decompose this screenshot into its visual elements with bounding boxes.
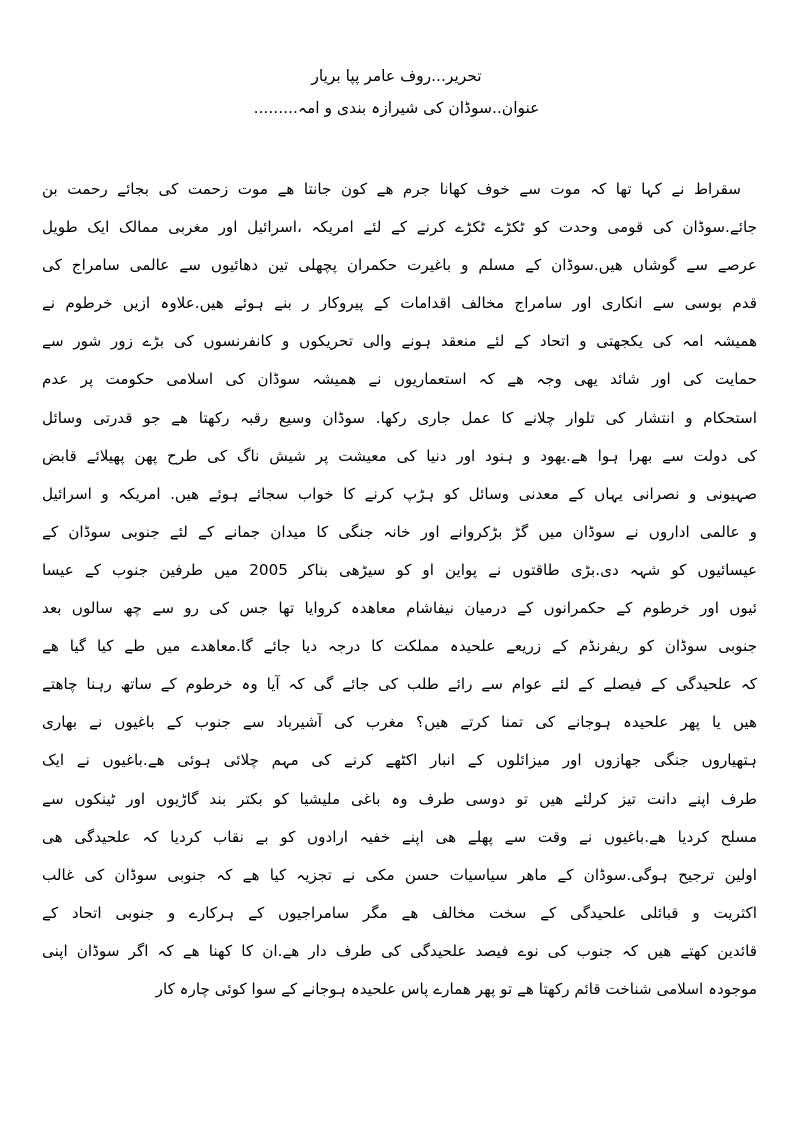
body-line: استحکام و انتشار کی تلوار چلانے کا عمل جاری رکھا. سوڈان وسیع رقبہ رکھتا ھے جو قدرتی وسائل bbox=[42, 408, 757, 427]
body-line: مسلح کردیا ھے.باغیوں نے وقت سے پھلے ھی اپنے خفیہ ارادوں کو بے نقاب کردیا کہ علحیدگی ھی bbox=[42, 827, 757, 846]
body-line: ہتھیاروں جنگی جھازوں اور میزائلوں کے انبار اکٹھے کرنے کی مہم چلائی ہوئی ھے.باغیوں نے ایک bbox=[42, 751, 757, 770]
body-line: صہیونی و نصرانی یہاں کے معدنی وسائل کو ہڑپ کرنے کا خواب سجائے ہوئے ھیں. امریکہ و اسرائیل bbox=[42, 484, 757, 503]
body-line: قائدین کھتے ھیں کہ جنوب کی نوے فیصد علحیدگی کی طرف دار ھے.ان کا کھنا ھے کہ اگر سوڈان اپنی bbox=[42, 941, 757, 960]
body-line: و عالمی اداروں نے سوڈان میں گڑ بڑکروانے اور خانہ جنگی کا میدان جمانے کے لئے جنوبی سوڈان کے bbox=[42, 522, 757, 541]
body-line: جنوبی سوڈان کو ریفرنڈم کے زریعے علحیدہ مملکت کا درجہ دیا جائے گا.معاھدے میں طے کیا گیا ھے bbox=[42, 637, 757, 656]
body-line: کہ علحیدگی کے فیصلے کے لئے عوام سے رائے طلب کی جائے گی کہ آیا وہ خرطوم کے ساتھ رہنا چاھتے bbox=[42, 675, 757, 694]
body-line: کی دولت سے بھرا ہوا ھے.یھود و ہنود اور دنیا کی معیشت پر شیش ناگ کی طرح پھن پھیلائے قابض bbox=[42, 446, 757, 465]
body-line: عیسائیوں کو شہہ دی.بڑی طاقتوں نے پواین او کو سیڑھی بناکر 2005 میں طرفین جنوب کے عیسا bbox=[42, 560, 757, 579]
article-body bbox=[42, 174, 757, 1012]
body-line: طرف اپنے دانت تیز کرلئے ھیں تو دوسی طرف وہ باغی ملیشیا کو بکتر بند گاڑیوں اور ٹینکوں سے bbox=[42, 789, 757, 808]
body-line: حمایت کی اور شائد یھی وجہ ھے کہ استعماریوں نے ھمیشہ سوڈان کی اسلامی حکومت پر عدم bbox=[42, 370, 757, 389]
body-line: قدم بوسی سے انکاری اور سامراج مخالف اقدامات کے پیروکار ر بنے ہوئے ھیں.علاوہ ازیں خرطوم نے bbox=[42, 294, 757, 313]
title-line: عنوان..سوڈان کی شیرازہ بندی و امہ......... bbox=[253, 99, 540, 117]
body-line: اکثریت و قبائلی علحیدگی کے سخت مخالف ھے مگر سامراجیوں کے ہرکارے و جنوبی اتحاد کے bbox=[42, 903, 757, 922]
author-line: تحریر...روف عامر پپا بریار bbox=[311, 67, 482, 85]
body-line: ھیں یا پھر علحیدہ ہوجانے کی تمنا کرتے ھیں؟ مغرب کی آشیرباد سے جنوب کے باغیوں نے بھاری bbox=[42, 713, 757, 732]
body-line: عرصے سے گوشاں ھیں.سوڈان کے مسلم و باغیرت حکمران پچھلی تین دھائیوں سے عالمی سامراج کی bbox=[42, 256, 757, 275]
document-header bbox=[0, 62, 793, 126]
body-line: جائے.سوڈان کی قومی وحدت کو ٹکڑے ٹکڑے کرنے کے لئے امریکہ ،اسرائیل اور مغربی ممالک ایک طویل bbox=[42, 218, 757, 237]
body-line: اولین ترجیح ہوگی.سوڈان کے ماھر سیاسیات حسن مکی نے تجزیہ کیا ھے کہ جنوبی سوڈان کی غالب bbox=[42, 865, 757, 884]
body-line: ئیوں اور خرطوم کے حکمرانوں کے درمیان نیفاشام معاھدہ کروایا تھا جس کی رو سے چھ سالوں بعد bbox=[42, 599, 757, 618]
body-line: موجودہ اسلامی شناخت قائم رکھتا ھے تو پھر ھمارے پاس علحیدہ ہوجانے کے سوا کوئی چارہ کار bbox=[155, 979, 757, 998]
body-line: ھمیشہ امہ کی یکجھتی و اتحاد کے لئے منعقد ہونے والی تحریکوں و کانفرنسوں کی بڑے زور شور سے bbox=[42, 332, 757, 351]
body-line: سقراط نے کہا تھا کہ موت سے خوف کھانا جرم ھے کون جانتا ھے موت زحمت کی بجائے رحمت بن bbox=[42, 180, 741, 198]
